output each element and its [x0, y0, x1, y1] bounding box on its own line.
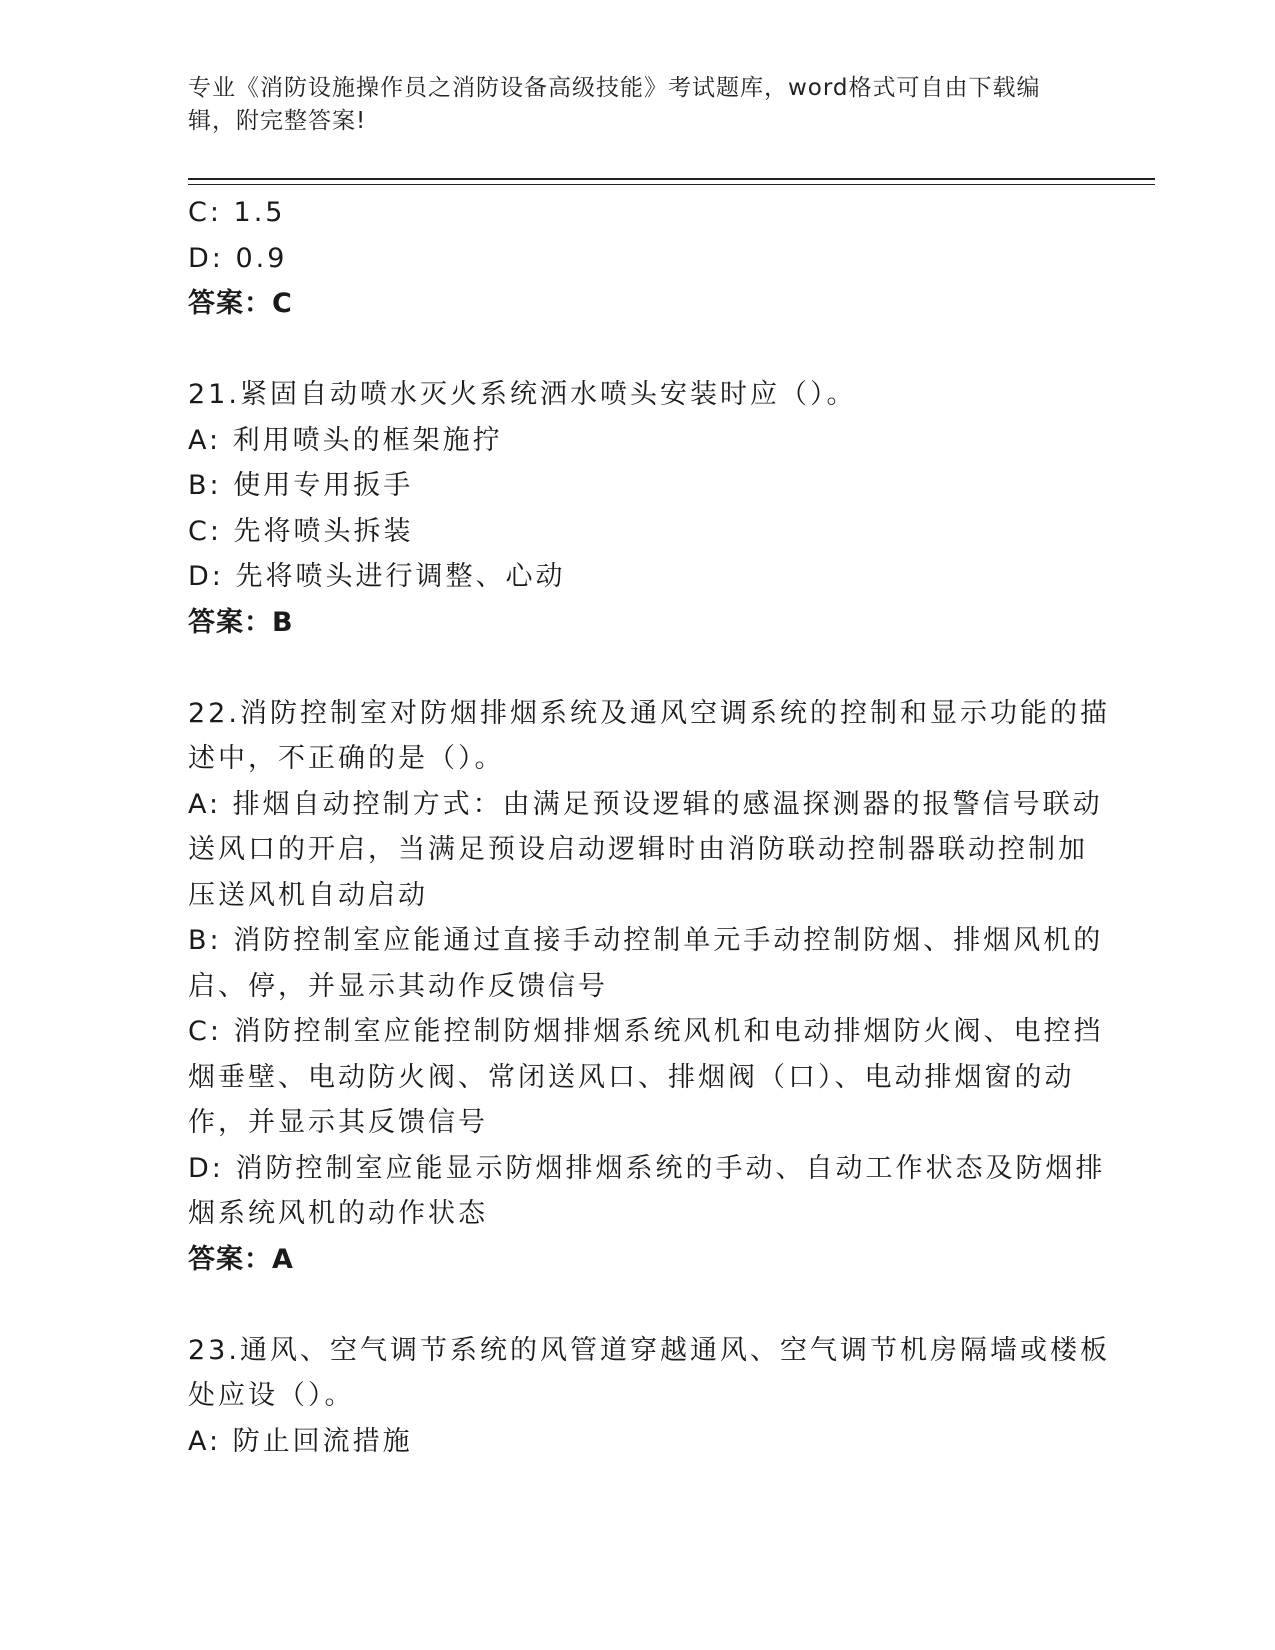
option-b-line-1: B: 消防控制室应能通过直接手动控制单元手动控制防烟、排烟风机的	[188, 925, 1104, 956]
option-c-line-3: 作，并显示其反馈信号	[188, 1107, 488, 1138]
option-c: C: 1.5	[188, 197, 286, 228]
option-d: D: 先将喷头进行调整、心动	[188, 561, 566, 592]
option-b: B: 使用专用扳手	[188, 470, 414, 501]
option-b-line-2: 启、停，并显示其动作反馈信号	[188, 970, 608, 1002]
spacer	[188, 327, 1088, 373]
header-rule-thin	[188, 184, 1155, 185]
answer: 答案：B	[188, 606, 294, 638]
header-rule-thick	[188, 178, 1155, 180]
option-d: D: 0.9	[188, 242, 288, 274]
question-stem-line-1: 23.通风、空气调节系统的风管道穿越通风、空气调节机房隔墙或楼板	[188, 1334, 1110, 1366]
option-a: A: 利用喷头的框架施拧	[188, 424, 503, 456]
option-d-line-1: D: 消防控制室应能显示防烟排烟系统的手动、自动工作状态及防烟排	[188, 1152, 1106, 1184]
option-d-line-2: 烟系统风机的动作状态	[188, 1198, 488, 1229]
spacer	[188, 1282, 1088, 1328]
option-c-line-1: C: 消防控制室应能控制防烟排烟系统风机和电动排烟防火阀、电控挡	[188, 1016, 1104, 1047]
question-stem-line-2: 述中，不正确的是（）。	[188, 743, 505, 774]
answer: 答案：A	[188, 1243, 294, 1275]
question-stem: 21.紧固自动喷水灭火系统洒水喷头安装时应（）。	[188, 379, 857, 410]
option-a-line-2: 送风口的开启，当满足预设启动逻辑时由消防联动控制器联动控制加	[188, 834, 1088, 865]
option-c-line-2: 烟垂壁、电动防火阀、常闭送风口、排烟阀（口）、电动排烟窗的动	[188, 1061, 1075, 1093]
option-a: A: 防止回流措施	[188, 1425, 413, 1457]
option-a-line-3: 压送风机自动启动	[188, 879, 428, 911]
question-stem-line-2: 处应设（）。	[188, 1380, 355, 1411]
header-line-2: 辑，附完整答案!	[188, 108, 367, 134]
question-content	[188, 190, 1110, 1464]
header-line-1: 专业《消防设施操作员之消防设备高级技能》考试题库，word格式可自由下载编	[188, 75, 1041, 101]
spacer	[188, 645, 1088, 691]
question-stem-line-1: 22.消防控制室对防烟排烟系统及通风空调系统的控制和显示功能的描	[188, 697, 1110, 729]
answer: 答案：C	[188, 288, 293, 319]
option-a-line-1: A: 排烟自动控制方式：由满足预设逻辑的感温探测器的报警信号联动	[188, 788, 1103, 820]
option-c: C: 先将喷头拆装	[188, 515, 414, 547]
document-header	[188, 72, 1068, 138]
question-22	[188, 691, 1110, 1283]
question-21	[188, 372, 1088, 645]
prev-question	[188, 190, 1088, 327]
question-23	[188, 1328, 1110, 1465]
